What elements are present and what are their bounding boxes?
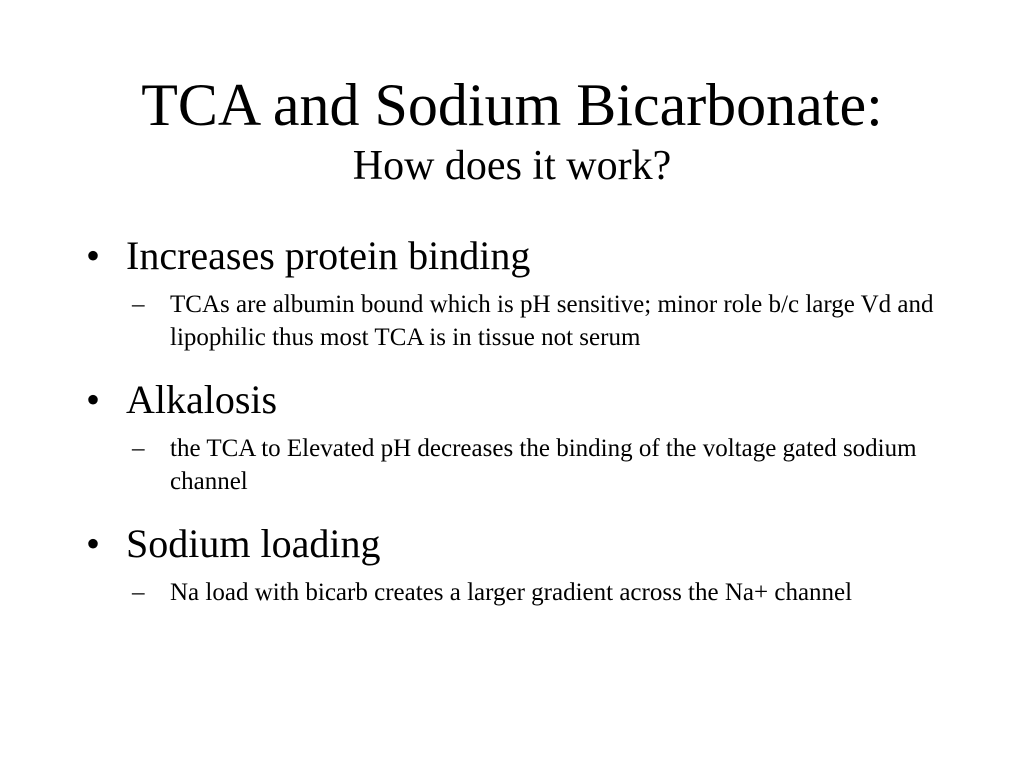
slide-title: TCA and Sodium Bicarbonate: (141, 72, 883, 138)
bullet-icon: • (86, 521, 101, 566)
slide-subtitle: How does it work? (352, 143, 672, 189)
bullet-point (86, 376, 956, 424)
sub-bullet-point (132, 288, 956, 354)
list-item (86, 232, 956, 354)
sub-bullet-text: TCAs are albumin bound which is pH sensitive; minor role b/c large Vd and lipophilic thus most TCA is in tissue not serum (170, 291, 934, 351)
bullet-icon: • (86, 377, 101, 422)
bullet-heading: Sodium loading (126, 521, 381, 566)
sub-bullet-point (132, 576, 956, 609)
bullet-list (86, 232, 956, 609)
sub-bullet-text: the TCA to Elevated pH decreases the binding of the voltage gated sodium channel (170, 435, 917, 495)
title-block (0, 72, 1024, 190)
dash-icon: – (132, 579, 145, 606)
bullet-point (86, 520, 956, 568)
list-item (86, 376, 956, 498)
dash-icon: – (132, 435, 145, 462)
bullet-icon: • (86, 233, 101, 278)
sub-bullet-text: Na load with bicarb creates a larger gradient across the Na+ channel (170, 579, 853, 606)
bullet-point (86, 232, 956, 280)
dash-icon: – (132, 291, 145, 318)
list-item (86, 520, 956, 609)
sub-bullet-point (132, 432, 956, 498)
bullet-heading: Increases protein binding (126, 233, 531, 278)
bullet-heading: Alkalosis (126, 377, 278, 422)
